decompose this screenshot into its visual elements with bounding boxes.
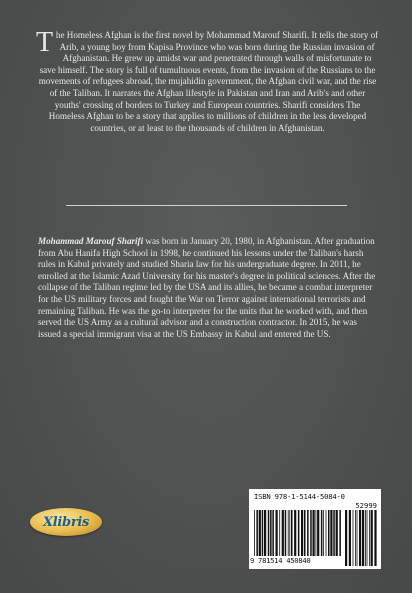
barcode-bar bbox=[289, 510, 290, 556]
barcode-bar bbox=[365, 510, 366, 566]
barcode-bar bbox=[262, 510, 264, 556]
barcode-bar bbox=[326, 510, 327, 556]
barcode-bar bbox=[276, 510, 278, 556]
barcode-bar bbox=[357, 510, 358, 566]
addon-barcode-bars bbox=[345, 510, 377, 566]
barcode-bar bbox=[339, 510, 341, 556]
barcode-bar bbox=[279, 510, 280, 556]
barcode-bar bbox=[288, 510, 289, 556]
author-bio-text: was born in January 20, 1980, in Afghanistan. After graduation from Abu Hanifa High School in 1998, he continued his lessons under the Taliban's harsh rules in Kabul privately and studied Sharia law for his undergraduate degree. In 2011, he enrolled at the Islamic Azad University for his master's degree in political sciences. After the collapse of the Taliban regime led by the USA and its allies, he became a combat interpreter for the US military forces and fought the War on Terror against international terrorists and remaining Taliban. He was the go-to interpreter for the units that he worked with, and then served the US Army as a cultural advisor and a construction contractor. In 2015, he was issued a special immigrant visa at the US Embassy in Kabul and entered the US. bbox=[38, 236, 376, 339]
barcode-bar bbox=[256, 510, 258, 556]
barcode-bar bbox=[367, 510, 368, 566]
barcode-bar bbox=[264, 510, 266, 556]
barcode-bar bbox=[316, 510, 317, 556]
barcode-bar bbox=[323, 510, 324, 556]
publisher-logo-text: Xlibris bbox=[42, 514, 90, 530]
publisher-logo bbox=[30, 508, 102, 536]
barcode-bar bbox=[268, 510, 270, 556]
price-code: 52999 bbox=[355, 501, 377, 510]
barcode-bar bbox=[304, 510, 306, 556]
ean-barcode-bars bbox=[254, 510, 342, 556]
barcode-bar bbox=[259, 510, 261, 556]
barcode-bar bbox=[349, 510, 351, 566]
section-divider bbox=[66, 205, 347, 206]
barcode-bar bbox=[298, 510, 300, 556]
barcode-bar bbox=[254, 510, 255, 556]
book-synopsis bbox=[36, 27, 379, 134]
barcode-bar bbox=[285, 510, 287, 556]
synopsis-text: he Homeless Afghan is the first novel by Mohammad Marouf Sharifi. It tells the story of Arib, a young boy from Kapisa Province who was born during the Russian invasion of Afghanistan. He grew up amidst war and penetrated through walls of misfortunate to save himself. The story is full of tumultuous events, from the invasion of the Russians to the movements of refugees abroad, the mujahidin government, the Afghan civil war, and the rise of the Taliban. It narrates the Afghan lifestyle in Pakistan and Iran and Arib's and other youths' crossing of borders to Turkey and European countries. Sharifi considers The Homeless Afghan to be a story that applies to millions of children in the less developed countries, or at least to the thousands of children in Afghanistan. bbox=[38, 30, 379, 133]
barcode-bar bbox=[272, 510, 274, 556]
barcode-digits: 9 781514 450840 bbox=[250, 556, 311, 565]
synopsis-dropcap: T bbox=[36, 27, 54, 58]
barcode-bar bbox=[330, 510, 332, 556]
barcode-bar bbox=[353, 510, 354, 566]
author-bio bbox=[38, 236, 378, 340]
barcode-bar bbox=[301, 510, 303, 556]
barcode-bar bbox=[321, 510, 323, 556]
isbn-barcode bbox=[249, 489, 381, 569]
barcode-bar bbox=[362, 510, 364, 566]
barcode-bar bbox=[270, 510, 272, 556]
barcode-bar bbox=[313, 510, 315, 556]
barcode-bar bbox=[282, 510, 284, 556]
barcode-bar bbox=[317, 510, 319, 556]
author-name: Mohammad Marouf Sharifi bbox=[38, 236, 144, 246]
barcode-bar bbox=[336, 510, 338, 556]
barcode-bar bbox=[371, 510, 373, 566]
isbn-label: ISBN 978-1-5144-5084-0 bbox=[254, 492, 345, 501]
barcode-bar bbox=[369, 510, 370, 566]
barcode-bar bbox=[328, 510, 330, 556]
barcode-bar bbox=[291, 510, 293, 556]
barcode-bar bbox=[310, 510, 312, 556]
barcode-bar bbox=[359, 510, 361, 566]
barcode-bar bbox=[374, 510, 376, 566]
barcode-bar bbox=[307, 510, 309, 556]
barcode-bar bbox=[333, 510, 335, 556]
barcode-bar bbox=[294, 510, 296, 556]
barcode-bar bbox=[355, 510, 356, 566]
